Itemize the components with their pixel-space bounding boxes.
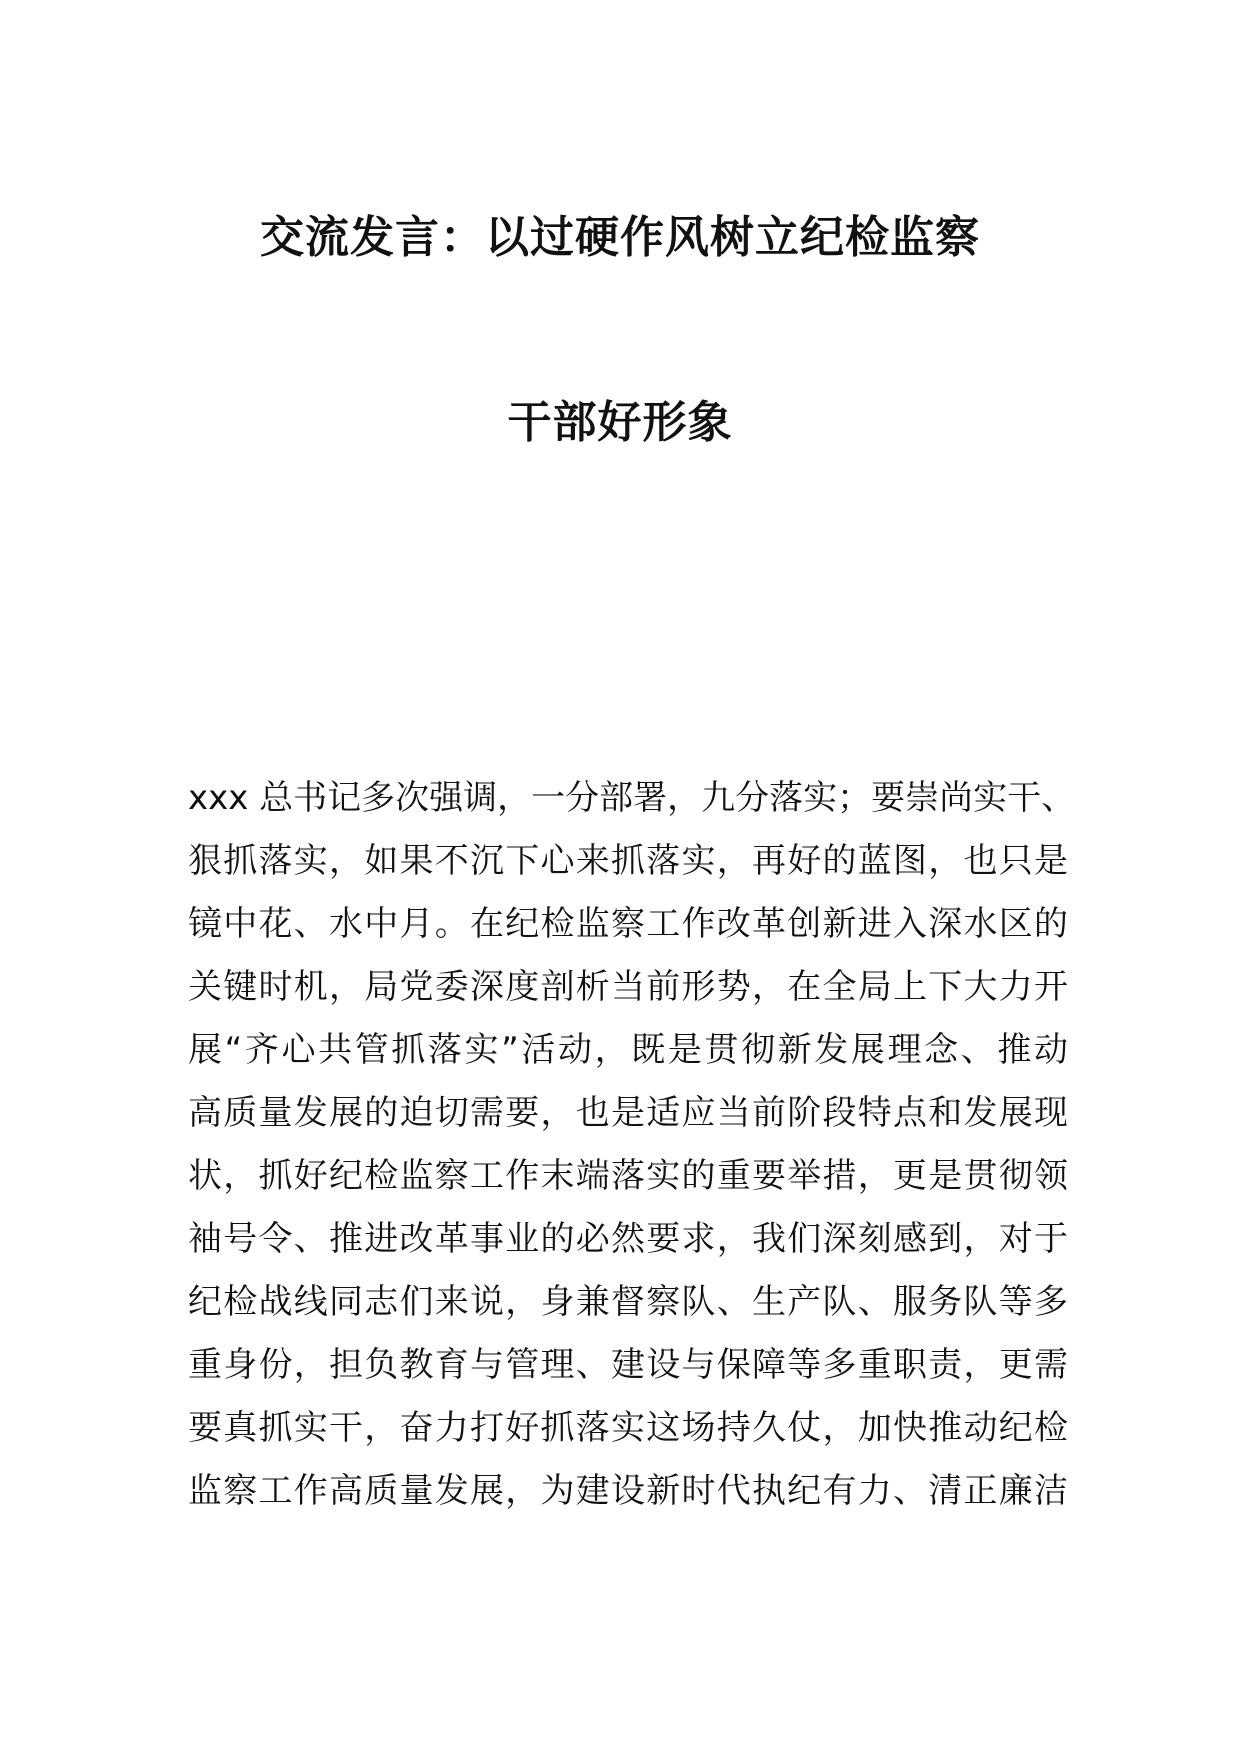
body-line: 狠抓落实，如果不沉下心来抓落实，再好的蓝图，也只是 (188, 841, 1068, 881)
body-line: 袖号令、推进改革事业的必然要求，我们深刻感到，对于 (188, 1219, 1068, 1259)
body-line: 重身份，担负教育与管理、建设与保障等多重职责，更需 (188, 1345, 1068, 1385)
body-line: xxx 总书记多次强调，一分部署，九分落实；要崇尚实干、 (188, 778, 1076, 818)
body-line: 监察工作高质量发展，为建设新时代执纪有力、清正廉洁 (188, 1471, 1068, 1511)
body-line: 展“齐心共管抓落实”活动，既是贯彻新发展理念、推动 (188, 1030, 1068, 1070)
body-line: 要真抓实干，奋力打好抓落实这场持久仗，加快推动纪检 (188, 1408, 1068, 1448)
document-title-line-1: 交流发言：以过硬作风树立纪检监察 (260, 212, 980, 263)
body-line: 高质量发展的迫切需要，也是适应当前阶段特点和发展现 (188, 1093, 1068, 1133)
body-line: 纪检战线同志们来说，身兼督察队、生产队、服务队等多 (188, 1282, 1068, 1322)
body-line: 镜中花、水中月。在纪检监察工作改革创新进入深水区的 (188, 904, 1068, 944)
document-title-line-2: 干部好形象 (507, 397, 733, 448)
body-line: 状，抓好纪检监察工作末端落实的重要举措，更是贯彻领 (188, 1156, 1068, 1196)
body-line: 关键时机，局党委深度剖析当前形势，在全局上下大力开 (188, 967, 1068, 1007)
